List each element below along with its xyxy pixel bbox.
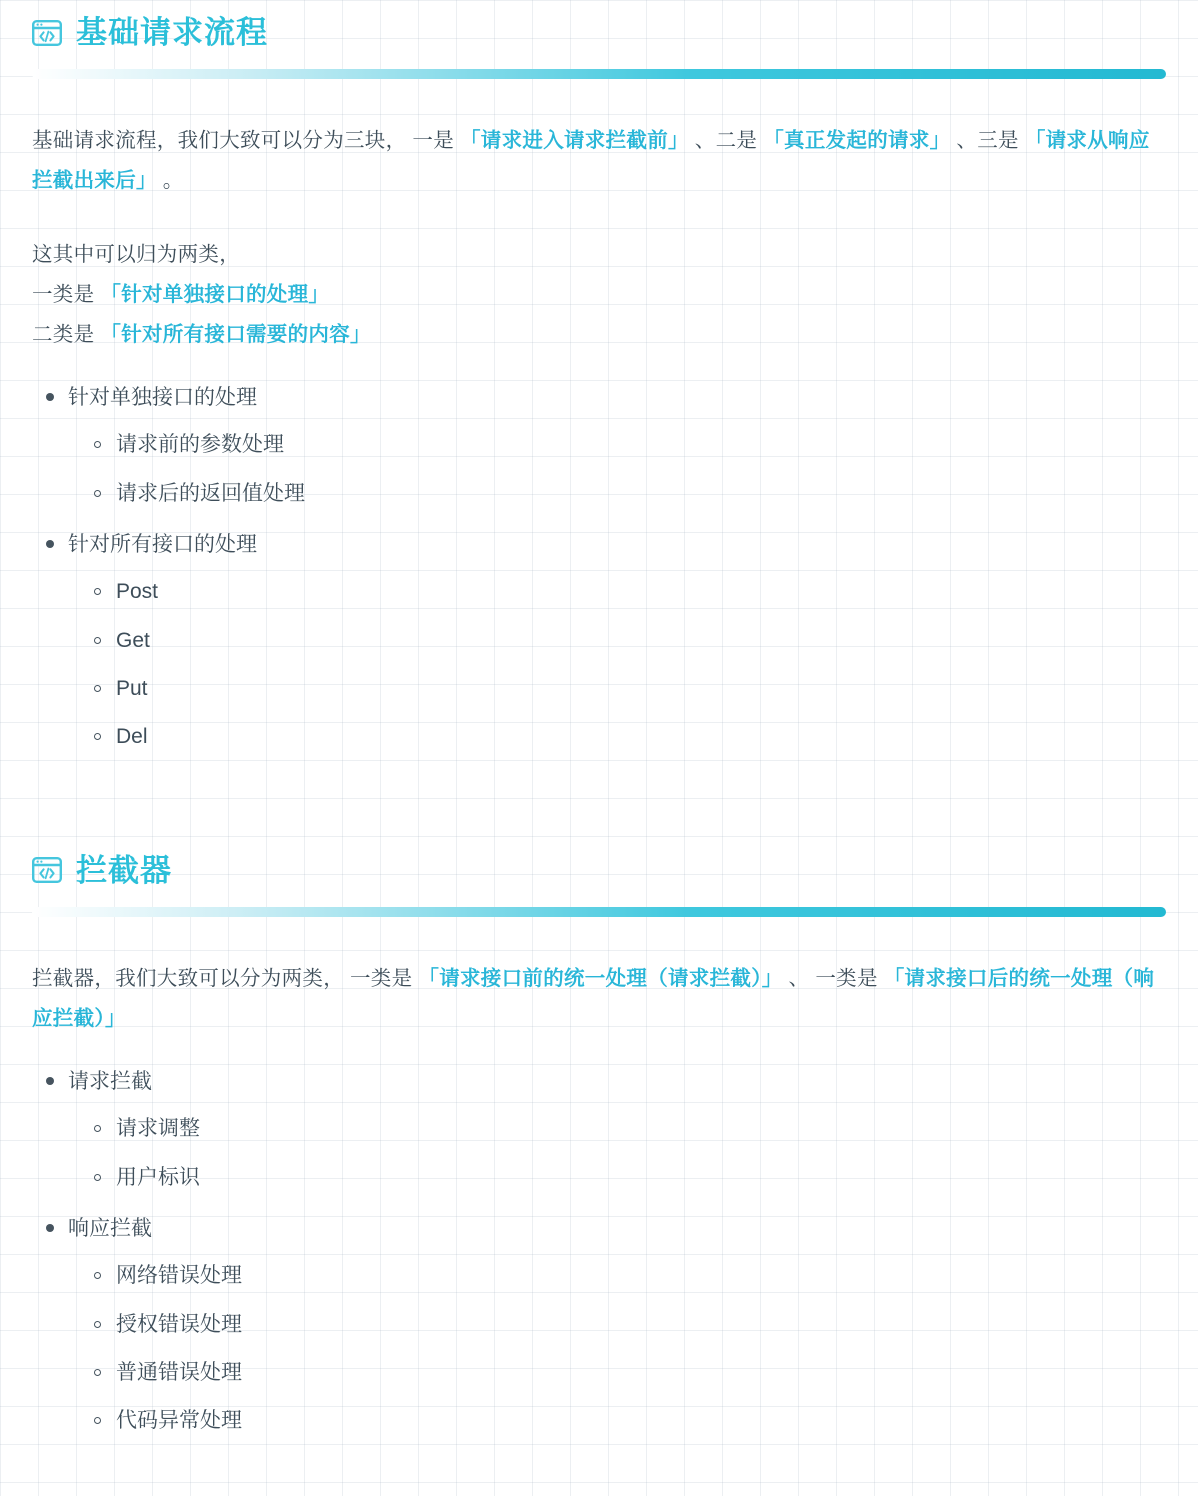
paragraph-intro	[32, 121, 1166, 201]
list-item: 普通错误处理	[116, 1359, 1166, 1387]
outline-list	[32, 381, 1166, 752]
highlight-phrase: 「请求从响应拦截出来后」	[32, 129, 1150, 193]
text-run: 二类是	[32, 323, 101, 347]
paragraph-category-one	[32, 275, 1166, 315]
list-item	[68, 381, 1166, 508]
section-title: 拦截器	[76, 852, 172, 888]
list-item: Put	[116, 675, 1166, 703]
highlight-phrase: 「请求接口前的统一处理（请求拦截）」	[418, 966, 783, 990]
title-underline-rule	[32, 69, 1166, 79]
list-item: 网络错误处理	[116, 1262, 1166, 1290]
text-run: 、二是	[688, 129, 764, 153]
list-item-label: 针对单独接口的处理	[68, 386, 257, 410]
text-run: 这其中可以归为两类，	[32, 243, 240, 267]
text-run: 基础请求流程，我们大致可以分为三块， 一是	[32, 129, 460, 153]
list-item-label: 响应拦截	[68, 1216, 152, 1240]
code-window-icon	[32, 19, 62, 47]
highlight-phrase: 「真正发起的请求」	[763, 129, 951, 153]
outline-sublist	[68, 431, 1166, 508]
list-item	[68, 1212, 1166, 1436]
list-item: 请求前的参数处理	[116, 431, 1166, 459]
list-item-label: 请求拦截	[68, 1069, 152, 1093]
outline-sublist	[68, 1262, 1166, 1435]
outline-sublist	[68, 1115, 1166, 1192]
section-spacer	[32, 772, 1166, 838]
section-title: 基础请求流程	[76, 15, 268, 50]
highlight-phrase: 「请求进入请求拦截前」	[460, 129, 689, 153]
highlight-phrase: 「请求接口后的统一处理（响应拦截）」	[32, 966, 1155, 1030]
list-item	[68, 528, 1166, 752]
section-heading	[32, 838, 1166, 889]
list-item-label: 针对所有接口的处理	[68, 533, 257, 557]
text-run: 拦截器，我们大致可以分为两类， 一类是	[32, 966, 419, 990]
list-item: 请求后的返回值处理	[116, 480, 1166, 508]
paragraph-category-two	[32, 315, 1166, 355]
paragraph-categories-lead	[32, 235, 1166, 275]
list-item: Post	[116, 578, 1166, 606]
text-run: 、三是	[950, 129, 1025, 153]
outline-list	[32, 1065, 1166, 1436]
list-item: Get	[116, 627, 1166, 655]
text-run: 、 一类是	[782, 966, 884, 990]
highlight-phrase: 「针对单独接口的处理」	[100, 283, 330, 307]
section-interceptor	[32, 838, 1166, 1436]
list-item: 授权错误处理	[116, 1311, 1166, 1339]
code-window-icon	[32, 856, 62, 884]
text-run: 。	[156, 169, 184, 193]
paragraph-intro	[32, 959, 1166, 1039]
list-item: 用户标识	[116, 1164, 1166, 1192]
text-run: 一类是	[32, 283, 101, 307]
highlight-phrase: 「针对所有接口需要的内容」	[100, 323, 371, 347]
section-heading	[32, 0, 1166, 51]
outline-sublist	[68, 578, 1166, 751]
list-item	[68, 1065, 1166, 1192]
list-item: Del	[116, 723, 1166, 751]
title-underline-rule	[32, 907, 1166, 917]
list-item: 代码异常处理	[116, 1407, 1166, 1435]
list-item: 请求调整	[116, 1115, 1166, 1143]
section-basic-request-flow	[32, 0, 1166, 752]
